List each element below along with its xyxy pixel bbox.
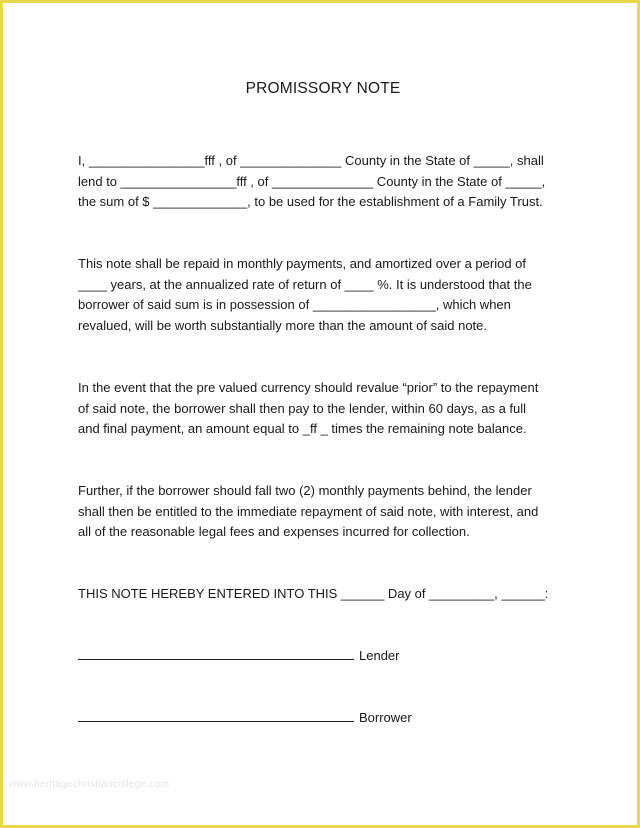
paragraph-repayment [78, 254, 578, 336]
paragraph-parties [78, 151, 578, 213]
watermark-text: www.heritagechristiancollege.com [9, 779, 170, 790]
text-line: Further, if the borrower should fall two (2) monthly payments behind, the lender [78, 483, 532, 498]
text-line: and final payment, an amount equal to _ff _ times the remaining note balance. [78, 421, 527, 437]
text-line: all of the reasonable legal fees and expenses incurred for collection. [78, 524, 470, 540]
text-line: In the event that the pre valued currency should revalue “prior” to the repayment [78, 380, 539, 395]
paragraph-revaluation [78, 378, 578, 440]
text-line: revalued, will be worth substantially more than the amount of said note. [78, 317, 488, 333]
paragraph-default [78, 481, 578, 543]
text-line: of said note, the borrower shall then pay to the lender, within 60 days, as a full [78, 400, 527, 416]
text-line: This note shall be repaid in monthly payments, and amortized over a period of [78, 256, 527, 271]
text-line: shall then be entitled to the immediate repayment of said note, with interest, and [78, 503, 539, 519]
text-line: ____ years, at the annualized rate of return of ____ %. It is understood that the [78, 276, 532, 292]
text-line: borrower of said sum is in possession of _________________, which when [78, 297, 511, 313]
lender-label: Lender [359, 648, 400, 663]
document-title: PROMISSORY NOTE [245, 80, 401, 97]
borrower-signature-line[interactable] [78, 709, 354, 722]
entered-date-line [78, 584, 578, 605]
text-line: lend to ________________fff , of ______________ County in the State of _____, [78, 173, 546, 189]
lender-signature-row [78, 647, 399, 663]
text-line: THIS NOTE HEREBY ENTERED INTO THIS ______ Day of _________, ______: [78, 586, 549, 601]
borrower-signature-row [78, 709, 412, 725]
borrower-label: Borrower [359, 710, 412, 725]
text-line: the sum of $ _____________, to be used for the establishment of a Family Trust. [78, 194, 543, 210]
text-line: I, ________________fff , of ______________ County in the State of _____, shall [78, 153, 544, 168]
lender-signature-line[interactable] [78, 647, 354, 660]
